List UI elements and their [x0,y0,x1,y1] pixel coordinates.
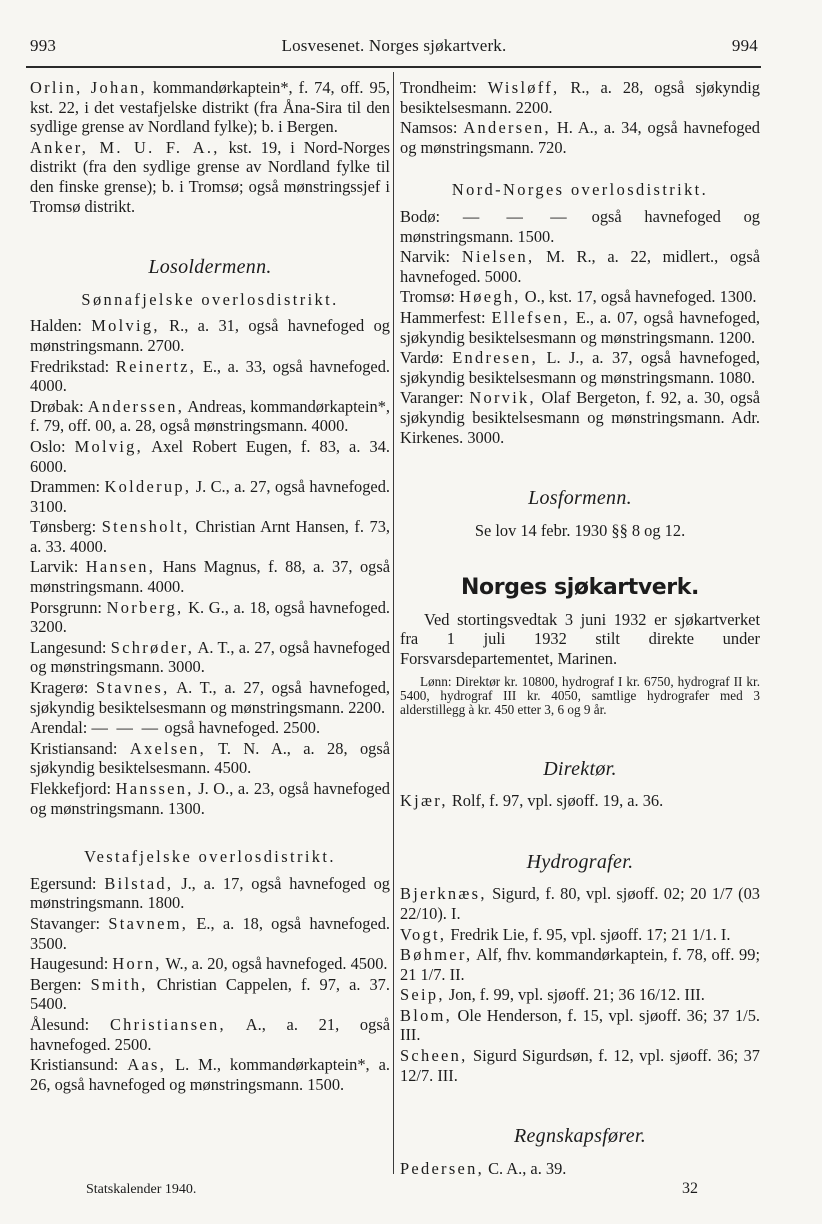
entry-place: Namsos: [400,118,458,138]
entry-place: Varanger: [400,388,464,408]
entry-name: Hanssen, [115,779,194,798]
entry-place: Haugesund: [30,954,109,974]
entry-name: Norvik, [469,388,536,408]
entry-text: O., kst. 17, også havnefoged. 1300. [520,287,757,307]
entry-text: Alf, fhv. kommandørkaptein, f. 78, off. 99; 21 1/7. II. [400,945,760,984]
entry-place: Kragerø: [30,678,89,698]
entry-name: Hansen, [85,557,156,577]
entry-text: W., a. 20, også havnefoged. 4500. [161,954,388,974]
entry-place: Arendal: [30,718,88,738]
entry-name: Anker, M. U. F. A., [30,137,220,157]
entry-text: Olaf Bergeton, f. 92, a. 30, også sjøkyndig besiktelsesmann og mønstringsmann. Adr. Kirkenes. 3000. [400,388,760,447]
entry-text: Fredrik Lie, f. 95, vpl. sjøoff. 17; 21 1/1. I. [446,924,731,944]
entry [400,1006,760,1045]
entry [30,477,390,516]
entry-name: Norberg, [106,597,184,617]
entry-name: Scheen, [400,1046,468,1066]
entry-name: Christiansen, [109,1014,226,1034]
entry-text: L. M., kommandørkaptein*, a. 26, også havnefoged og mønstringsmann. 1500. [30,1055,390,1094]
left-column [30,78,390,1095]
entry-place: Bodø: [400,206,441,226]
entry [30,598,390,637]
entry-text: A., a. 21, også havnefoged. 2500. [30,1014,390,1054]
entry-text: L. J., a. 37, også havnefoged, sjøkyndig besiktelsesmann og mønstringsmann. 1080. [400,348,760,387]
entry [30,357,390,396]
entry-name: Smith, [90,974,148,994]
entry [30,739,390,778]
entry [400,287,760,307]
entry-name: Stavnes, [95,678,170,698]
header-rule [26,66,761,68]
entry-text: E., a. 07, også havnefoged, sjøkyndig besiktelsesmann og mønstringsmann. 1200. [400,307,760,347]
entry [30,557,390,596]
entry-place: Kristiansund: [30,1055,119,1075]
entry [30,78,390,137]
entry-text: Ole Henderson, f. 15, vpl. sjøoff. 36; 37 1/5. III. [400,1005,760,1045]
entry-name: Bilstad, [104,873,174,893]
direktor-heading: Direktør. [543,757,617,780]
entry-place: Stavanger: [30,913,101,933]
entry-place: Drøbak: [30,396,84,416]
entry-name: — — — [462,206,569,226]
entry-text: R., a. 28, også sjøkyndig besiktelsesmann. 2200. [400,78,760,117]
intro-entries [30,78,390,216]
entry-place: Egersund: [30,873,97,893]
entry-text: H. A., a. 34, også havnefoged og mønstringsmann. 720. [400,118,760,157]
entry-text: M. R., a. 22, midlert., også havnefoged. 5000. [400,247,760,286]
entry [30,316,390,355]
entry [400,985,760,1005]
entry-place: Flekkefjord: [30,779,112,798]
vestafjelske-entries [30,874,390,1095]
entry-text: R., a. 31, også havnefoged og mønstringsmann. 2700. [30,316,390,355]
entry-place: Kristiansand: [30,738,118,758]
running-title: Losvesenet. Norges sjøkartverk. [281,36,507,55]
entry-text: A. T., a. 27, også havnefoged, sjøkyndig besiktelsesmann og mønstringsmann. 2200. [30,678,390,717]
nord-norges-heading: Nord-Norges overlosdistrikt. [451,180,709,200]
entry-name: Stavnem, [108,913,189,933]
entry [30,437,390,476]
right-column [400,78,760,1179]
footer-signature: 32 [682,1180,698,1197]
entry-place: Narvik: [400,247,451,267]
footer-source: Statskalender 1940. [86,1182,197,1197]
vestafjelske-heading: Vestafjelske overlosdistrikt. [84,847,336,867]
hydrografer-heading: Hydrografer. [526,850,634,873]
entry [400,78,760,117]
entry-text: E., a. 33, også havnefoged. 4000. [30,356,390,396]
column-divider [393,72,394,1174]
entry-name: Vogt, [400,924,447,944]
entry [400,388,760,447]
entry [400,348,760,387]
entry-name: Ellefsen, [491,307,570,327]
entry-text: også havnefoged og mønstringsmann. 1500. [400,206,760,246]
entry-place: Oslo: [30,436,66,456]
entry-name: Schrøder, [110,637,195,657]
entry-text: Hans Magnus, f. 88, a. 37, også mønstringsmann. 4000. [30,557,390,597]
entry-text: J., a. 17, også havnefoged og mønstringsmann. 1800. [30,873,390,913]
losformenn-text: Se lov 14 febr. 1930 §§ 8 og 12. [474,520,686,540]
entry [30,678,390,717]
entry-name: Blom, [400,1005,453,1025]
entry [30,138,390,216]
entry-name: Aas, [127,1055,167,1075]
entry-name: Bjerknæs, [400,884,487,904]
hydrografer-entries [400,884,760,1085]
losoldermenn-heading: Losoldermenn. [148,256,272,279]
entry-place: Langesund: [30,637,107,657]
nord-norges-entries [400,207,760,447]
entry [30,779,390,818]
entry-text: K. G., a. 18, også havnefoged. 3200. [30,597,390,637]
entry [30,718,390,738]
entry [400,1046,760,1085]
entry [400,247,760,286]
entry-text: Rolf, f. 97, vpl. sjøoff. 19, a. 36. [447,791,664,811]
entry-name: Endresen, [452,348,538,368]
page-number-left: 993 [30,36,57,55]
entry-name: Molvig, [74,436,144,456]
page-number-right: 994 [731,36,758,55]
entry-place: Fredrikstad: [30,356,110,376]
entry-text: J. O., a. 23, også havnefoged og mønstringsmann. 1300. [30,779,390,818]
entry-text: Axel Robert Eugen, f. 83, a. 34. 6000. [30,436,390,476]
entry [30,874,390,913]
entry-name: — — — [91,718,161,738]
vestafjelske-continued [400,78,760,157]
losformenn-heading: Losformenn. [528,487,632,510]
lonn-note: Lønn: Direktør kr. 10800, hydrograf I kr. 6750, hydrograf II kr. 5400, hydrograf III kr. 4050, samtlige hydrografer med 3 alderstillegg à kr. 450 etter 3, 6 og 9 år. [400,673,760,718]
entry-text: Andreas, kommandørkaptein*, f. 79, off. 00, a. 28, også mønstringsmann. 4000. [30,396,390,436]
entry-name: Pedersen, [400,1158,484,1178]
entry-name: Nielsen, [461,247,535,267]
entry-text: A. T., a. 27, også havnefoged og mønstringsmann. 3000. [30,637,390,677]
entry-place: Ålesund: [30,1014,90,1034]
entry-text: E., a. 18, også havnefoged. 3500. [30,913,390,953]
sonnafjelske-heading: Sønnafjelske overlosdistrikt. [81,289,339,309]
entry-place: Halden: [30,316,82,336]
sonnafjelske-entries [30,316,390,818]
entry-name: Molvig, [91,316,160,336]
entry [30,914,390,953]
entry [400,945,760,984]
page-header [30,36,758,60]
entry-name: Wisløff, [487,78,560,97]
entry-text: kst. 19, i Nord-Norges distrikt (fra den sydlige grense av Nordland fylke til den finske grense); b. i Tromsø; også mønstringssjef i Tromsø distrikt. [30,137,390,216]
sjokartverk-paragraph: Ved stortingsvedtak 3 juni 1932 er sjøkartverket fra 1 juli 1932 stilt direkte under Forsvarsdepartementet, Marinen. [400,609,760,669]
entry-text: T. N. A., a. 28, også sjøkyndig besiktelsesmann. 4500. [30,738,390,778]
entry-name: Andersen, [463,118,551,138]
entry-text: J. C., a. 27, også havnefoged. 3100. [30,477,390,516]
entry-place: Tromsø: [400,287,455,307]
entry [30,954,390,974]
entry-name: Stensholt, [101,517,190,537]
regnskapsforer-entries [400,1159,760,1179]
entry [400,884,760,923]
entry-name: Reinertz, [115,356,197,376]
entry-name: Kolderup, [104,477,192,497]
entry [30,397,390,436]
entry-place: Trondheim: [400,78,477,97]
entry-name: Seip, [400,985,445,1005]
entry [30,517,390,556]
entry-name: Horn, [112,954,162,974]
entry [400,925,760,945]
entry-text: Sigurd Sigurdsøn, f. 12, vpl. sjøoff. 36; 37 12/7. III. [400,1046,760,1085]
entry [30,1055,390,1094]
entry-text: Christian Arnt Hansen, f. 73, a. 33. 4000. [30,517,390,556]
entry [400,118,760,157]
entry-text: Christian Cappelen, f. 97, a. 37. 5400. [30,974,390,1014]
entry-text: kommandørkaptein*, f. 74, off. 95, kst. 22, i det vestafjelske distrikt (fra Åna-Sira til den sydlige grense av Nordland fylke); b. i Bergen. [30,78,391,137]
entry [400,308,760,347]
sjokartverk-heading: Norges sjøkartverk. [461,575,699,601]
entry-text: Sigurd, f. 80, vpl. sjøoff. 02; 20 1/7 (03 22/10). I. [400,884,760,923]
entry [30,1015,390,1054]
entry-place: Porsgrunn: [30,597,102,617]
entry-place: Larvik: [30,557,79,577]
entry-place: Vardø: [400,348,444,368]
entry-text: C. A., a. 39. [483,1158,567,1178]
entry [400,791,760,811]
entry-name: Kjær, [400,791,448,811]
entry-place: Tønsberg: [30,517,97,537]
entry-name: Anderssen, [87,396,185,416]
entry [400,207,760,246]
regnskapsforer-heading: Regnskapsfører. [513,1125,647,1148]
entry [30,975,390,1014]
entry-name: Orlin, Johan, [30,78,147,97]
entry-place: Hammerfest: [400,307,486,327]
direktor-entries [400,791,760,811]
entry-name: Axelsen, [129,738,207,758]
entry-name: Høegh, [459,287,521,307]
entry [30,638,390,677]
entry-place: Bergen: [30,974,82,994]
entry-place: Drammen: [30,477,101,497]
entry-name: Bøhmer, [400,945,473,965]
entry-text: også havnefoged. 2500. [160,718,321,738]
entry [400,1159,760,1179]
entry-text: Jon, f. 99, vpl. sjøoff. 21; 36 16/12. III. [444,985,705,1005]
